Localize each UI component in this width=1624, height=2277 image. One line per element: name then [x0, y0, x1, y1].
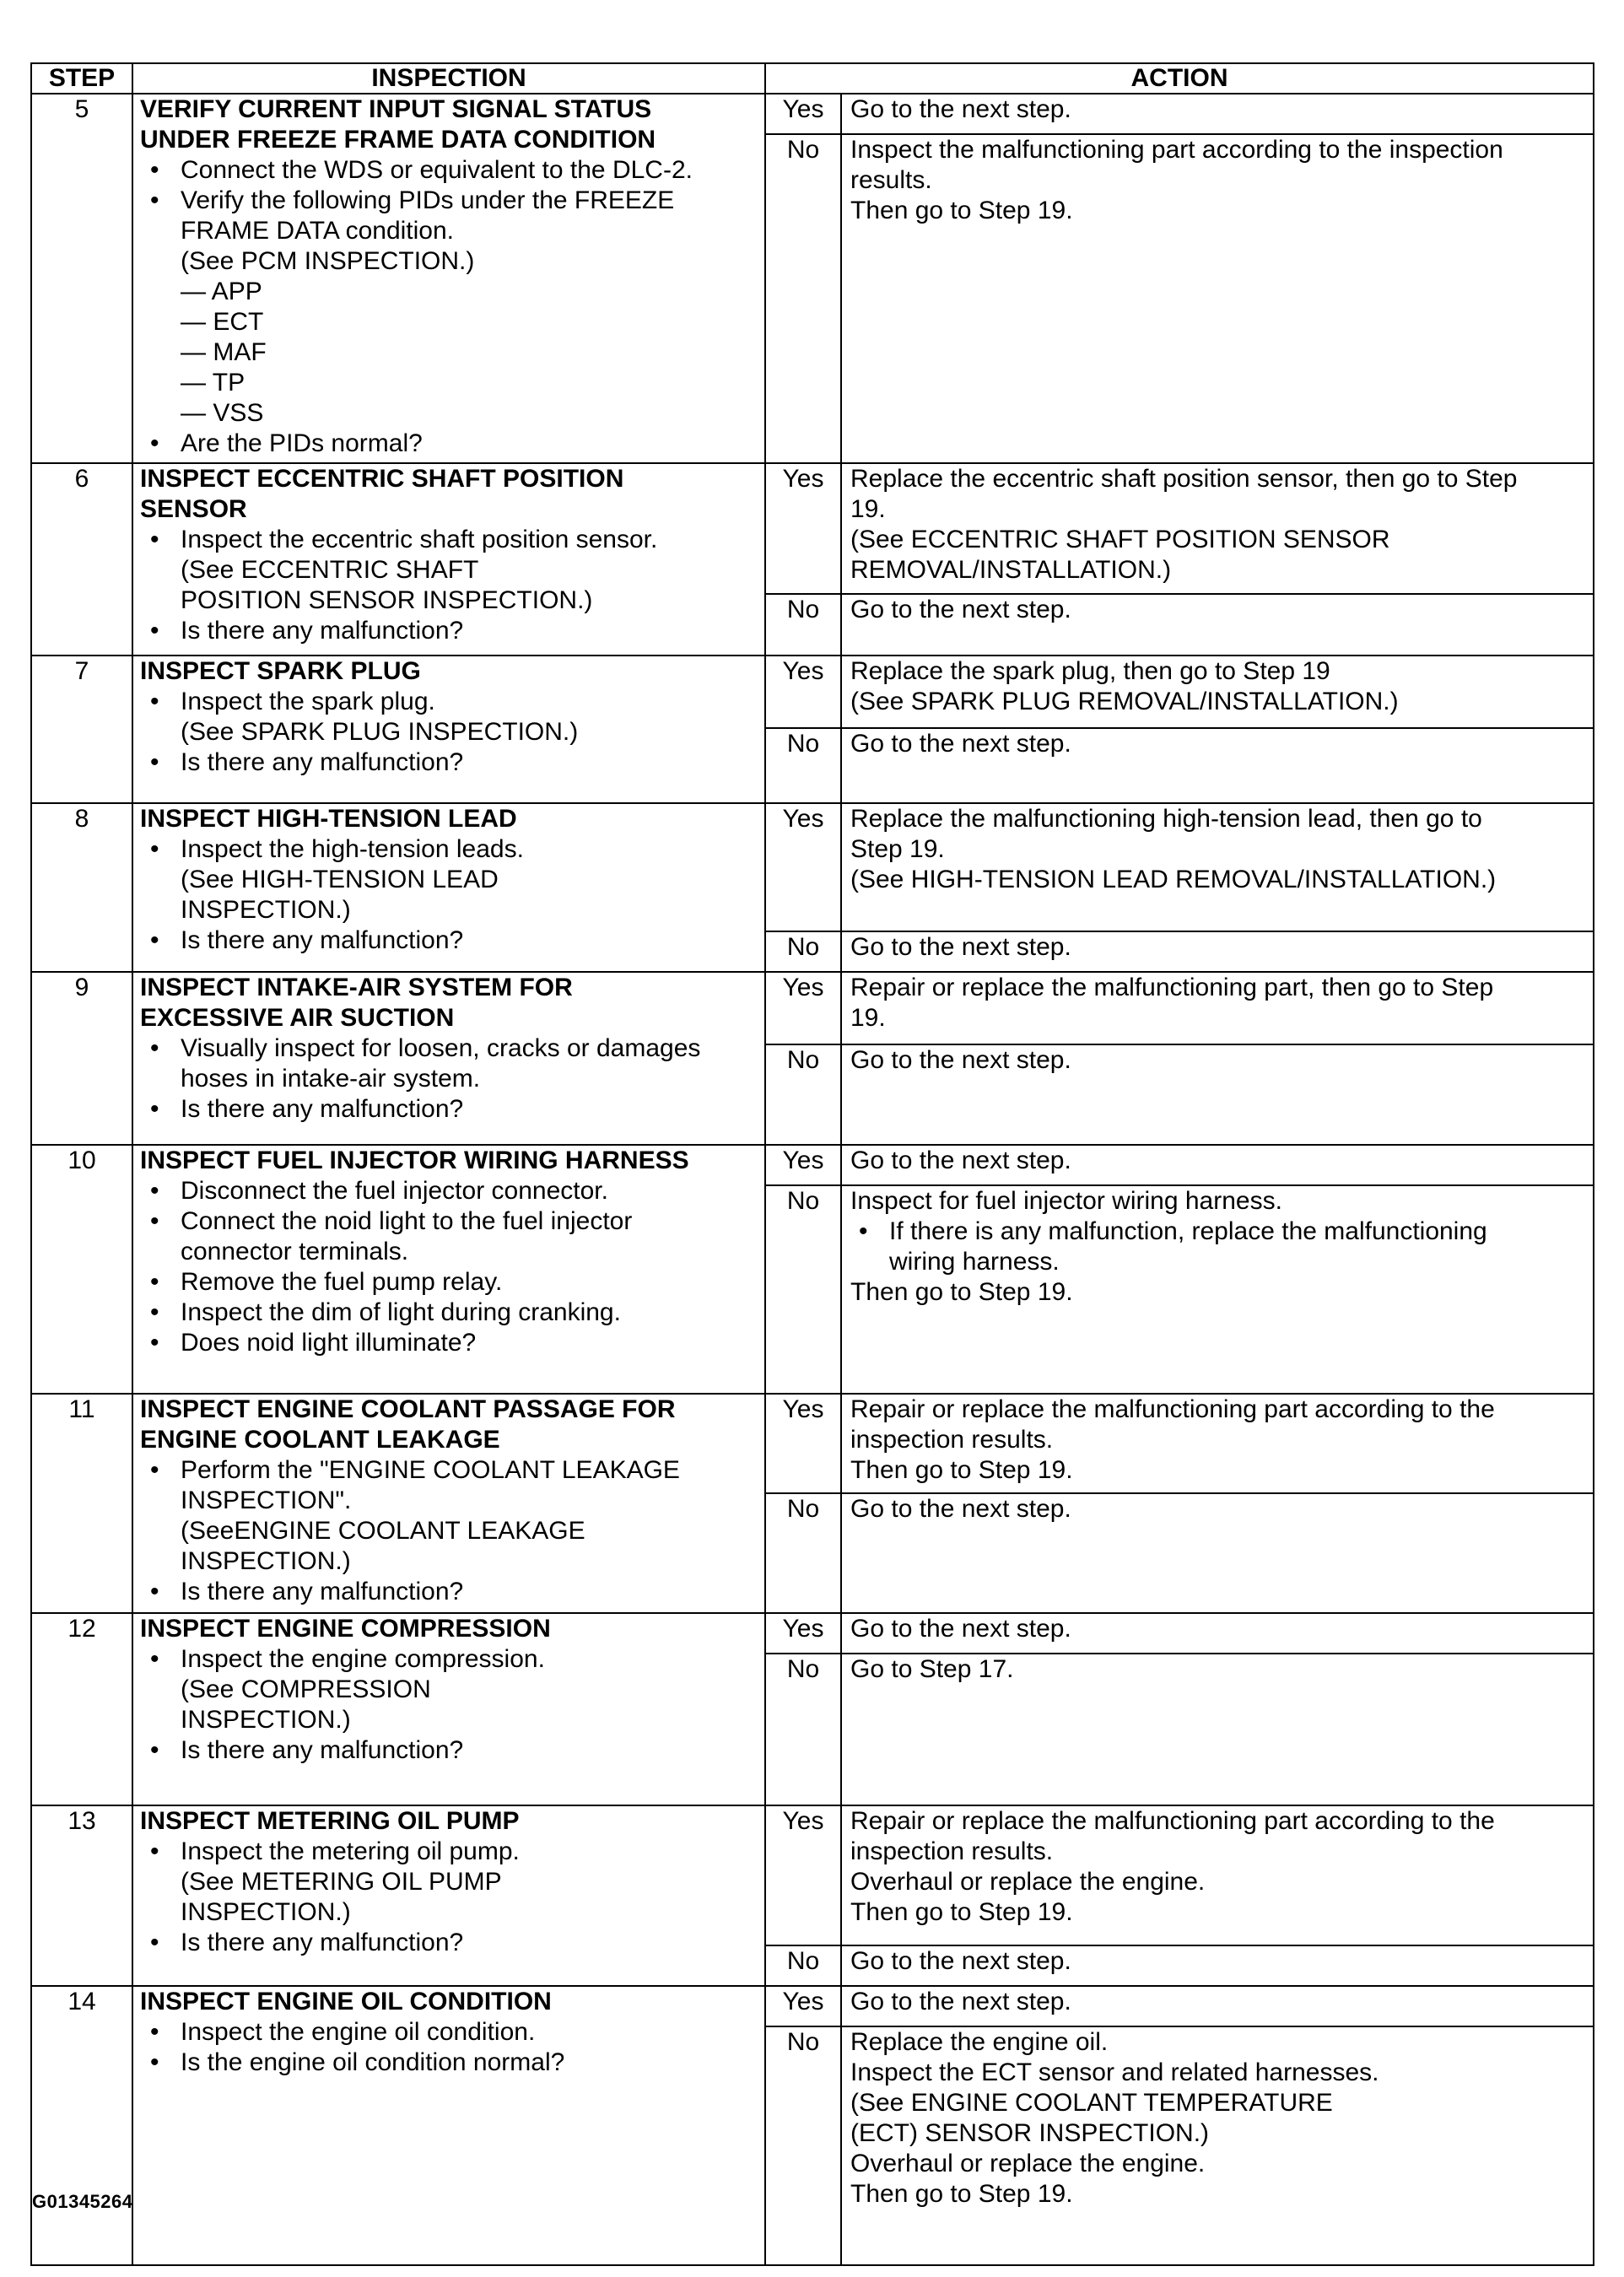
step-row: [31, 1394, 1594, 1493]
inspection-cell: [132, 1394, 765, 1613]
bullet-text: Is there any malfunction?: [181, 1736, 464, 1764]
bullet-text: Is there any malfunction?: [181, 926, 464, 954]
action-text: Step 19.: [850, 835, 945, 863]
no-action: [841, 134, 1594, 463]
bullet-item: [140, 1577, 756, 1607]
continuation-text: (See METERING OIL PUMP: [181, 1868, 502, 1896]
bullet-icon: •: [150, 526, 159, 553]
no-label: No: [765, 134, 841, 463]
action-text: Inspect the malfunctioning part according to the inspection: [850, 136, 1503, 164]
bullet-icon: •: [150, 926, 159, 954]
bullet-text: Connect the WDS or equivalent to the DLC-2.: [181, 156, 693, 184]
step-number: 12: [31, 1613, 132, 1805]
action-text: Then go to Step 19.: [850, 1278, 1073, 1306]
step-number: 7: [31, 656, 132, 803]
continuation-text: (See SPARK PLUG INSPECTION.): [181, 718, 579, 746]
step-number: 13: [31, 1805, 132, 1986]
inspection-title: INSPECT METERING OIL PUMP: [140, 1807, 520, 1835]
bullet-icon: •: [150, 1095, 159, 1123]
continuation-text: INSPECTION.): [181, 896, 351, 924]
bullet-text: Inspect the eccentric shaft position sensor.: [181, 526, 658, 553]
yes-label: Yes: [765, 656, 841, 728]
step-row: [31, 1805, 1594, 1945]
no-action: [841, 1044, 1594, 1145]
header-inspection: INSPECTION: [132, 63, 765, 94]
bullet-item: [140, 1735, 756, 1766]
inspection-title: ENGINE COOLANT LEAKAGE: [140, 1426, 500, 1454]
action-text: REMOVAL/INSTALLATION.): [850, 556, 1172, 584]
yes-action: [841, 1805, 1594, 1945]
bullet-text: Inspect the high-tension leads.: [181, 835, 524, 863]
bullet-item: [140, 1644, 756, 1675]
inspection-cell: [132, 1805, 765, 1986]
continuation-text: connector terminals.: [181, 1238, 409, 1265]
continuation-text: (See ECCENTRIC SHAFT: [181, 556, 479, 584]
step-number: 8: [31, 803, 132, 972]
bullet-icon: •: [150, 1578, 159, 1605]
step-row: [31, 972, 1594, 1044]
bullet-item: [140, 2048, 756, 2078]
step-number: 14: [31, 1986, 132, 2265]
bullet-icon: •: [150, 429, 159, 457]
bullet-text: Inspect the metering oil pump.: [181, 1837, 520, 1865]
pid-item: — MAF: [181, 338, 267, 366]
no-label: No: [765, 1654, 841, 1805]
yes-action: [841, 972, 1594, 1044]
bullet-item: [140, 1206, 756, 1237]
action-text: Then go to Step 19.: [850, 1898, 1073, 1926]
header-step: STEP: [31, 63, 132, 94]
bullet-item: [140, 1267, 756, 1298]
action-text: Go to the next step.: [850, 1947, 1071, 1975]
bullet-item: [140, 2017, 756, 2048]
bullet-item: [140, 429, 756, 459]
bullet-text: Remove the fuel pump relay.: [181, 1268, 503, 1296]
yes-action: [841, 1145, 1594, 1185]
yes-action: [841, 1613, 1594, 1654]
inspection-cell: [132, 972, 765, 1145]
continuation-text: INSPECTION.): [181, 1898, 351, 1926]
yes-action: [841, 1986, 1594, 2026]
step-row: [31, 463, 1594, 594]
bullet-icon: •: [150, 1268, 159, 1296]
no-action: [841, 728, 1594, 803]
bullet-icon: •: [150, 1034, 159, 1062]
action-text: 19.: [850, 495, 886, 523]
yes-label: Yes: [765, 1986, 841, 2026]
inspection-cell: [132, 803, 765, 972]
action-text: Replace the eccentric shaft position sensor, then go to Step: [850, 465, 1518, 493]
bullet-text: Verify the following PIDs under the FREEZE: [181, 186, 675, 214]
inspection-title: INSPECT SPARK PLUG: [140, 657, 421, 685]
bullet-icon: •: [150, 186, 159, 214]
step-number: 6: [31, 463, 132, 656]
inspection-title: INSPECT HIGH-TENSION LEAD: [140, 805, 517, 833]
action-text: Go to the next step.: [850, 933, 1071, 961]
yes-label: Yes: [765, 463, 841, 594]
bullet-text: Is there any malfunction?: [181, 1578, 464, 1605]
bullet-icon: •: [150, 617, 159, 645]
bullet-icon: •: [150, 156, 159, 184]
step-row: [31, 1986, 1594, 2026]
yes-label: Yes: [765, 972, 841, 1044]
inspection-cell: [132, 656, 765, 803]
action-text: Repair or replace the malfunctioning part according to the: [850, 1807, 1495, 1835]
bullet-icon: •: [150, 835, 159, 863]
table-header-row: [31, 63, 1594, 94]
bullet-item: [140, 747, 756, 778]
continuation-text: (See PCM INSPECTION.): [181, 247, 475, 275]
no-action: [841, 1493, 1594, 1613]
header-action: ACTION: [765, 63, 1594, 94]
action-continuation-text: wiring harness.: [889, 1248, 1060, 1276]
step-row: [31, 1145, 1594, 1185]
inspection-title: VERIFY CURRENT INPUT SIGNAL STATUS: [140, 95, 652, 123]
action-text: inspection results.: [850, 1837, 1054, 1865]
inspection-title: INSPECT ENGINE COMPRESSION: [140, 1615, 551, 1643]
action-text: Go to the next step.: [850, 1147, 1071, 1174]
action-text: Repair or replace the malfunctioning part, then go to Step: [850, 974, 1494, 1001]
inspection-title: INSPECT FUEL INJECTOR WIRING HARNESS: [140, 1147, 689, 1174]
yes-action: [841, 656, 1594, 728]
action-text: (ECT) SENSOR INSPECTION.): [850, 2119, 1210, 2147]
bullet-text: Perform the "ENGINE COOLANT LEAKAGE: [181, 1456, 680, 1484]
continuation-text: INSPECTION.): [181, 1547, 351, 1575]
bullet-item: [140, 1033, 756, 1064]
inspection-cell: [132, 1613, 765, 1805]
bullet-icon: •: [150, 2018, 159, 2046]
bullet-text: Is there any malfunction?: [181, 1929, 464, 1956]
action-text: inspection results.: [850, 1426, 1054, 1454]
step-row: [31, 803, 1594, 931]
pid-item: — APP: [181, 278, 262, 305]
no-label: No: [765, 1044, 841, 1145]
action-text: Go to the next step.: [850, 730, 1071, 758]
action-text: Replace the spark plug, then go to Step 19: [850, 657, 1330, 685]
bullet-text: Is the engine oil condition normal?: [181, 2048, 565, 2076]
action-bullet-item: [850, 1217, 1584, 1247]
continuation-text: (See HIGH-TENSION LEAD: [181, 866, 499, 893]
step-row: [31, 94, 1594, 134]
action-text: Then go to Step 19.: [850, 2180, 1073, 2208]
yes-label: Yes: [765, 1145, 841, 1185]
inspection-cell: [132, 1986, 765, 2265]
pid-item: — TP: [181, 369, 245, 397]
bullet-item: [140, 1094, 756, 1125]
no-action: [841, 1654, 1594, 1805]
no-label: No: [765, 594, 841, 656]
bullet-text: Inspect the engine compression.: [181, 1645, 545, 1673]
no-action: [841, 1945, 1594, 1986]
inspection-title: INSPECT ENGINE COOLANT PASSAGE FOR: [140, 1395, 676, 1423]
action-text: Go to the next step.: [850, 596, 1071, 623]
bullet-text: Is there any malfunction?: [181, 617, 464, 645]
bullet-icon: •: [150, 1298, 159, 1326]
action-text: (See HIGH-TENSION LEAD REMOVAL/INSTALLATION.): [850, 866, 1497, 893]
action-text: Go to Step 17.: [850, 1655, 1014, 1683]
bullet-icon: •: [150, 1207, 159, 1235]
pid-item: — VSS: [181, 399, 264, 427]
no-label: No: [765, 1945, 841, 1986]
yes-label: Yes: [765, 1805, 841, 1945]
bullet-text: Are the PIDs normal?: [181, 429, 423, 457]
bullet-icon: •: [150, 748, 159, 776]
bullet-text: Visually inspect for loosen, cracks or damages: [181, 1034, 701, 1062]
action-text: results.: [850, 166, 932, 194]
action-text: Go to the next step.: [850, 1988, 1071, 2015]
action-text: Then go to Step 19.: [850, 197, 1073, 224]
continuation-text: INSPECTION".: [181, 1487, 352, 1514]
inspection-title: INSPECT ECCENTRIC SHAFT POSITION: [140, 465, 624, 493]
bullet-item: [140, 1837, 756, 1867]
bullet-text: Disconnect the fuel injector connector.: [181, 1177, 608, 1205]
action-text: Go to the next step.: [850, 1615, 1071, 1643]
action-text: (See ENGINE COOLANT TEMPERATURE: [850, 2089, 1333, 2117]
no-label: No: [765, 931, 841, 972]
bullet-item: [140, 186, 756, 216]
action-text: (See ECCENTRIC SHAFT POSITION SENSOR: [850, 526, 1390, 553]
yes-label: Yes: [765, 94, 841, 134]
bullet-icon: •: [150, 1329, 159, 1357]
inspection-cell: [132, 1145, 765, 1394]
yes-label: Yes: [765, 803, 841, 931]
bullet-item: [140, 1176, 756, 1206]
yes-action: [841, 94, 1594, 134]
inspection-title: EXCESSIVE AIR SUCTION: [140, 1004, 455, 1032]
step-number: 5: [31, 94, 132, 463]
action-text: Go to the next step.: [850, 95, 1071, 123]
action-text: (See SPARK PLUG REMOVAL/INSTALLATION.): [850, 688, 1399, 715]
yes-action: [841, 803, 1594, 931]
no-action: [841, 1185, 1594, 1394]
action-text: Go to the next step.: [850, 1495, 1071, 1523]
action-text: Inspect for fuel injector wiring harness.: [850, 1187, 1282, 1215]
action-text: Replace the malfunctioning high-tension lead, then go to: [850, 805, 1482, 833]
bullet-text: Connect the noid light to the fuel injector: [181, 1207, 633, 1235]
bullet-text: Is there any malfunction?: [181, 1095, 464, 1123]
bullet-item: [140, 616, 756, 646]
bullet-item: [140, 525, 756, 555]
bullet-text: Inspect the spark plug.: [181, 688, 435, 715]
continuation-text: POSITION SENSOR INSPECTION.): [181, 586, 593, 614]
bullet-item: [140, 1328, 756, 1358]
bullet-item: [140, 1298, 756, 1328]
bullet-item: [140, 925, 756, 956]
action-text: Overhaul or replace the engine.: [850, 1868, 1206, 1896]
step-number: 11: [31, 1394, 132, 1613]
bullet-icon: •: [150, 688, 159, 715]
continuation-text: FRAME DATA condition.: [181, 217, 454, 245]
bullet-icon: •: [150, 1736, 159, 1764]
bullet-text: Inspect the engine oil condition.: [181, 2018, 536, 2046]
step-number: 9: [31, 972, 132, 1145]
no-action: [841, 2026, 1594, 2265]
yes-label: Yes: [765, 1613, 841, 1654]
no-action: [841, 931, 1594, 972]
bullet-item: [140, 834, 756, 865]
pid-item: — ECT: [181, 308, 264, 336]
bullet-icon: •: [150, 1837, 159, 1865]
yes-label: Yes: [765, 1394, 841, 1493]
bullet-item: [140, 155, 756, 186]
action-text: 19.: [850, 1004, 886, 1032]
inspection-title: INSPECT ENGINE OIL CONDITION: [140, 1988, 552, 2015]
step-row: [31, 1613, 1594, 1654]
no-label: No: [765, 728, 841, 803]
step-row: [31, 656, 1594, 728]
no-action: [841, 594, 1594, 656]
continuation-text: (SeeENGINE COOLANT LEAKAGE: [181, 1517, 585, 1545]
inspection-cell: [132, 94, 765, 463]
action-bullet-text: If there is any malfunction, replace the malfunctioning: [889, 1217, 1487, 1245]
bullet-icon: •: [150, 1645, 159, 1673]
bullet-icon: •: [150, 2048, 159, 2076]
inspection-title: UNDER FREEZE FRAME DATA CONDITION: [140, 126, 656, 154]
bullet-text: Inspect the dim of light during cranking.: [181, 1298, 621, 1326]
bullet-item: [140, 1455, 756, 1486]
action-text: Inspect the ECT sensor and related harnesses.: [850, 2058, 1379, 2086]
action-text: Then go to Step 19.: [850, 1456, 1073, 1484]
diagnostic-procedure-table: [30, 62, 1594, 2266]
bullet-icon: •: [150, 1177, 159, 1205]
inspection-title: INSPECT INTAKE-AIR SYSTEM FOR: [140, 974, 573, 1001]
action-text: Go to the next step.: [850, 1046, 1071, 1074]
bullet-icon: •: [150, 1456, 159, 1484]
no-label: No: [765, 2026, 841, 2265]
continuation-text: (See COMPRESSION: [181, 1675, 431, 1703]
action-text: Overhaul or replace the engine.: [850, 2150, 1206, 2177]
no-label: No: [765, 1185, 841, 1394]
bullet-icon: •: [150, 1929, 159, 1956]
inspection-cell: [132, 463, 765, 656]
bullet-text: Is there any malfunction?: [181, 748, 464, 776]
action-text: Repair or replace the malfunctioning part according to the: [850, 1395, 1495, 1423]
bullet-item: [140, 687, 756, 717]
continuation-text: hoses in intake-air system.: [181, 1065, 481, 1093]
bullet-text: Does noid light illuminate?: [181, 1329, 477, 1357]
no-label: No: [765, 1493, 841, 1613]
yes-action: [841, 1394, 1594, 1493]
yes-action: [841, 463, 1594, 594]
bullet-item: [140, 1928, 756, 1958]
figure-code: G01345264: [32, 2191, 133, 2212]
step-number: 10: [31, 1145, 132, 1394]
inspection-title: SENSOR: [140, 495, 247, 523]
bullet-icon: •: [859, 1217, 868, 1245]
continuation-text: INSPECTION.): [181, 1706, 351, 1734]
action-text: Replace the engine oil.: [850, 2028, 1109, 2056]
